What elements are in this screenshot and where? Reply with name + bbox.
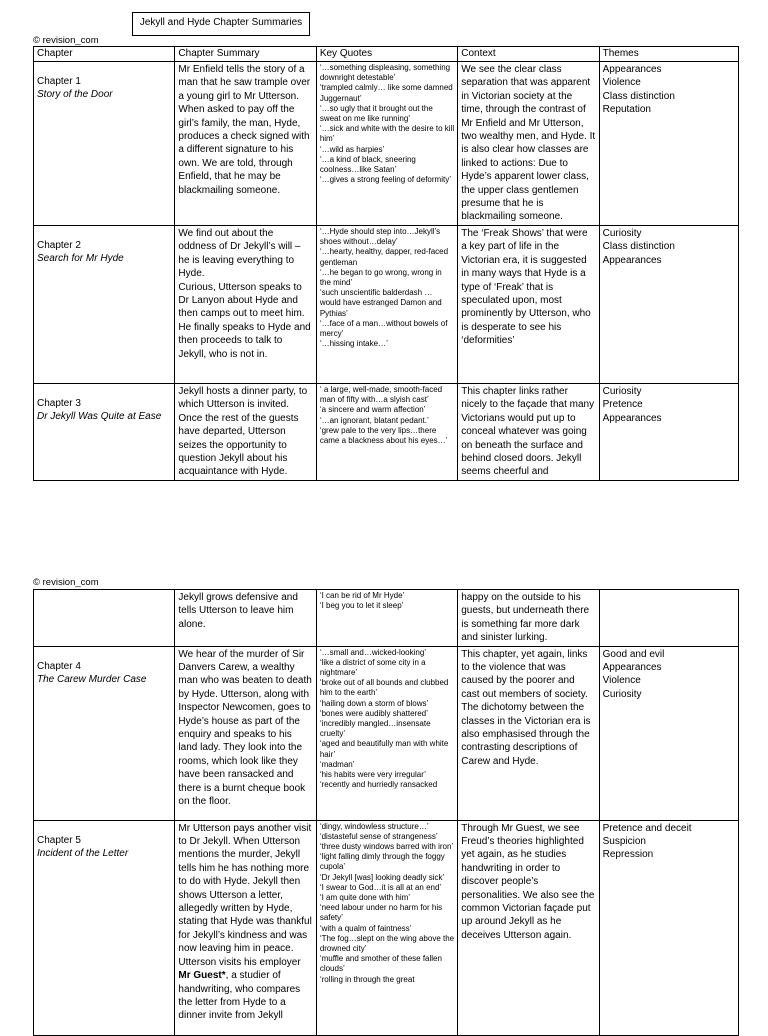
quote: ‘broke out of all bounds and clubbed him to the earth’ bbox=[319, 678, 451, 698]
quote: ‘ a large, well-made, smooth-faced man of fifty with…a slyish cast’ bbox=[319, 385, 445, 405]
quote: ‘…hissing intake…’ bbox=[319, 339, 388, 349]
table-row bbox=[34, 820, 739, 1035]
chapter-cell bbox=[34, 62, 175, 226]
quotes-cell bbox=[316, 646, 457, 820]
header-context: Context bbox=[458, 47, 599, 62]
summary-text: , a studier of handwriting, who compares the letter from Hyde to a dinner invite from Jekyll bbox=[178, 970, 301, 1022]
theme: Violence bbox=[602, 675, 641, 687]
quote: ‘…Hyde should step into…Jekyll’s shoes without…delay’ bbox=[319, 227, 443, 247]
quote: ‘dingy, windowless structure…’ bbox=[319, 821, 429, 831]
quote: ‘…a kind of black, sneering coolness…like Satan’ bbox=[319, 154, 419, 175]
context-cell: happy on the outside to his guests, but underneath there is something far more dark and sinister lurking. bbox=[458, 590, 599, 647]
theme: Pretence and deceit bbox=[602, 822, 692, 834]
chapter-title: Search for Mr Hyde bbox=[37, 253, 124, 265]
quote: ‘hailing down a storm of blows’ bbox=[319, 698, 429, 708]
table-row bbox=[34, 62, 739, 226]
summary-cell: We find out about the oddness of Dr Jekyll’s will – he is leaving everything to Hyde. Curious, Utterson speaks to Dr Lanyon about Hyde and then camps out to meet him. He finally speaks to Hyde and then proceeds to talk to Jekyll, who is not in. bbox=[175, 226, 316, 384]
table-row bbox=[34, 646, 739, 820]
quote: ‘need labour under no harm for his safety’ bbox=[319, 903, 445, 923]
themes-cell bbox=[599, 384, 738, 481]
theme: Curiosity bbox=[602, 688, 642, 700]
summary-table-page1 bbox=[33, 46, 739, 481]
quote: ‘recently and hurriedly ransacked bbox=[319, 780, 438, 790]
chapter-title: The Carew Murder Case bbox=[37, 673, 147, 685]
quote: ‘a sincere and warm affection’ bbox=[319, 405, 426, 415]
quote: ‘such unscientific balderdash … would have estranged Damon and Pythias’ bbox=[319, 288, 444, 318]
quote: ‘rolling in through the great bbox=[319, 974, 415, 984]
theme: Reputation bbox=[602, 104, 651, 116]
copyright-notice: © revision_com bbox=[33, 577, 99, 588]
context-cell: The ‘Freak Shows’ that were a key part of life in the Victorian era, it is suggested in many ways that Hyde is a type of ‘Freak’ that is speculated upon, most prominently by Utterson, who is desperate to see his ‘deformities’ bbox=[458, 226, 599, 384]
context-cell: This chapter, yet again, links to the violence that was caused by the poorer and cast out members of society. The dichotomy between the classes in the Victorian era is also emphasised through the contrasting descriptions of Carew and Hyde. bbox=[458, 646, 599, 820]
themes-cell bbox=[599, 646, 738, 820]
summary-cell bbox=[175, 820, 316, 1035]
header-summary: Chapter Summary bbox=[175, 47, 316, 62]
chapter-number: Chapter 5 bbox=[37, 834, 81, 846]
theme: Violence bbox=[602, 77, 641, 89]
theme: Curiosity bbox=[602, 228, 642, 239]
quote: ‘light falling dimly through the foggy cupola’ bbox=[319, 852, 448, 872]
quotes-cell bbox=[316, 384, 457, 481]
table-row bbox=[34, 384, 739, 481]
themes-cell bbox=[599, 820, 738, 1035]
header-chapter: Chapter bbox=[34, 47, 175, 62]
summary-text: Mr Utterson pays another visit to Dr Jekyll. When Utterson mentions the murder, Jekyll tells him he has nothing more to do with Hyde. Jekyll then shows Utterson a letter, allegedly written by Hyde, stating that Hyde was thankful for Jekyll’s kindness and was now leaving him in peace. Utterson visits his employer bbox=[178, 822, 312, 968]
quote: ‘aged and beautifully man with white hair’ bbox=[319, 739, 451, 759]
chapter-cell bbox=[34, 384, 175, 481]
theme: Appearances bbox=[602, 662, 662, 674]
quote: ‘…small and…wicked-looking’ bbox=[319, 647, 427, 657]
theme: Class distinction bbox=[602, 241, 675, 253]
themes-cell bbox=[599, 590, 738, 647]
theme: Appearances bbox=[602, 64, 662, 75]
theme: Pretence bbox=[602, 399, 643, 411]
summary-table-page2 bbox=[33, 589, 739, 1036]
themes-cell bbox=[599, 62, 738, 226]
theme: Class distinction bbox=[602, 90, 675, 102]
quote: ‘I can be rid of Mr Hyde’ bbox=[319, 591, 405, 600]
quote: ‘…an ignorant, blatant pedant.’ bbox=[319, 415, 429, 425]
header-themes: Themes bbox=[599, 47, 738, 62]
summary-cell: Jekyll hosts a dinner party, to which Utterson is invited. Once the rest of the guests have departed, Utterson seizes the opportunity to question Jekyll about his acquaintance with Hyde. bbox=[175, 384, 316, 481]
summary-cell: We hear of the murder of Sir Danvers Carew, a wealthy man who was beaten to death by Hyde. Utterson, along with Inspector Newcomen, goes to Hyde’s house as part of the enquiry and speaks to his land lady. They look into the rooms, which look like they have been ransacked and there is a burnt cheque book on the floor. bbox=[175, 646, 316, 820]
quotes-cell bbox=[316, 226, 457, 384]
theme: Good and evil bbox=[602, 648, 665, 660]
quote: ‘I swear to God…it is all at an end’ bbox=[319, 882, 442, 892]
chapter-cell bbox=[34, 226, 175, 384]
summary-cell: Jekyll grows defensive and tells Utterson to leave him alone. bbox=[175, 590, 316, 647]
quote: ‘…something displeasing, something downright detestable’ bbox=[319, 63, 453, 83]
quote: ‘I am quite done with him’ bbox=[319, 893, 411, 903]
theme: Appearances bbox=[602, 412, 662, 424]
quote: ‘grew pale to the very lips…there came a blackness about his eyes…’ bbox=[319, 425, 448, 446]
quote: ‘The fog…slept on the wing above the drowned city’ bbox=[319, 933, 457, 954]
copyright-notice: © revision_com bbox=[33, 35, 99, 46]
quote: ‘I beg you to let it sleep’ bbox=[319, 601, 404, 611]
summary-cell: Mr Enfield tells the story of a man that he saw trample over a young girl to Mr Utterson. When asked to pay off the girl’s family, the man, Hyde, produces a check signed with a different signature to his own. We are told, through Enfield, that he may be blackmailing someone. bbox=[175, 62, 316, 226]
chapter-number: Chapter 4 bbox=[37, 660, 81, 672]
chapter-cell bbox=[34, 590, 175, 647]
chapter-number: Chapter 3 bbox=[37, 398, 81, 409]
quotes-cell bbox=[316, 590, 457, 647]
quotes-cell bbox=[316, 62, 457, 226]
theme: Curiosity bbox=[602, 386, 642, 397]
quote: ‘…hearty, healthy, dapper, red-faced gentleman bbox=[319, 247, 451, 267]
quote: ‘distasteful sense of strangeness’ bbox=[319, 831, 438, 841]
quote: ‘…wild as harpies’ bbox=[319, 144, 385, 154]
quote: ‘three dusty windows barred with iron’ bbox=[319, 842, 454, 852]
quote: ‘…gives a strong feeling of deformity’ bbox=[319, 175, 451, 185]
quote: ‘incredibly mangled…insensate cruelty’ bbox=[319, 719, 433, 739]
chapter-title: Incident of the Letter bbox=[37, 847, 129, 859]
table-row bbox=[34, 590, 739, 647]
quote: ‘…he began to go wrong, wrong in the mind’ bbox=[319, 267, 444, 288]
chapter-number: Chapter 2 bbox=[37, 240, 81, 251]
document-title: Jekyll and Hyde Chapter Summaries bbox=[132, 12, 310, 36]
quote: ‘bones were audibly shattered’ bbox=[319, 708, 428, 718]
chapter-title: Dr Jekyll Was Quite at Ease bbox=[37, 411, 162, 423]
quote: ‘madman’ bbox=[319, 759, 355, 769]
chapter-number: Chapter 1 bbox=[37, 76, 81, 87]
quote: ‘like a district of some city in a nightmare’ bbox=[319, 657, 428, 678]
chapter-title: Story of the Door bbox=[37, 89, 113, 101]
quote: ‘…face of a man…without bowels of mercy’ bbox=[319, 318, 450, 339]
chapter-cell bbox=[34, 820, 175, 1035]
quote: ‘his habits were very irregular’ bbox=[319, 770, 426, 780]
context-cell: We see the clear class separation that was apparent in Victorian society at the time, through the contrast of Mr Enfield and Mr Utterson, two wealthy men, and Hyde. It is also clear how classes are linked to actions: Due to Hyde’s apparent lower class, the upper class gentlemen presume that he is blackmailing someone. bbox=[458, 62, 599, 226]
quote: ‘…sick and white with the desire to kill him’ bbox=[319, 124, 457, 144]
quote: ‘trampled calmly… like some damned Juggernaut’ bbox=[319, 83, 455, 103]
theme: Suspicion bbox=[602, 836, 646, 848]
quotes-cell bbox=[316, 820, 457, 1035]
quote: ‘with a qualm of faintness’ bbox=[319, 923, 412, 933]
header-key-quotes: Key Quotes bbox=[316, 47, 457, 62]
table-row bbox=[34, 226, 739, 384]
theme: Appearances bbox=[602, 254, 662, 266]
mr-guest-highlight: Mr Guest* bbox=[178, 970, 226, 982]
themes-cell bbox=[599, 226, 738, 384]
quote: ‘…so ugly that it brought out the sweat on me like running’ bbox=[319, 103, 436, 124]
context-cell: Through Mr Guest, we see Freud’s theories highlighted yet again, as he studies handwriting in order to discover people’s personalities. We also see the common Victorian façade put up around Jekyll as he deceives Utterson again. bbox=[458, 820, 599, 1035]
theme: Repression bbox=[602, 849, 654, 861]
quote: ‘muffle and smother of these fallen clouds’ bbox=[319, 954, 445, 974]
quote: ‘Dr Jekyll [was] looking deadly sick’ bbox=[319, 872, 445, 882]
context-cell: This chapter links rather nicely to the façade that many Victorians would put up to conceal whatever was going on beneath the surface and behind closed doors. Jekyll seems cheerful and bbox=[458, 384, 599, 481]
chapter-cell bbox=[34, 646, 175, 820]
table-header-row bbox=[34, 47, 739, 62]
